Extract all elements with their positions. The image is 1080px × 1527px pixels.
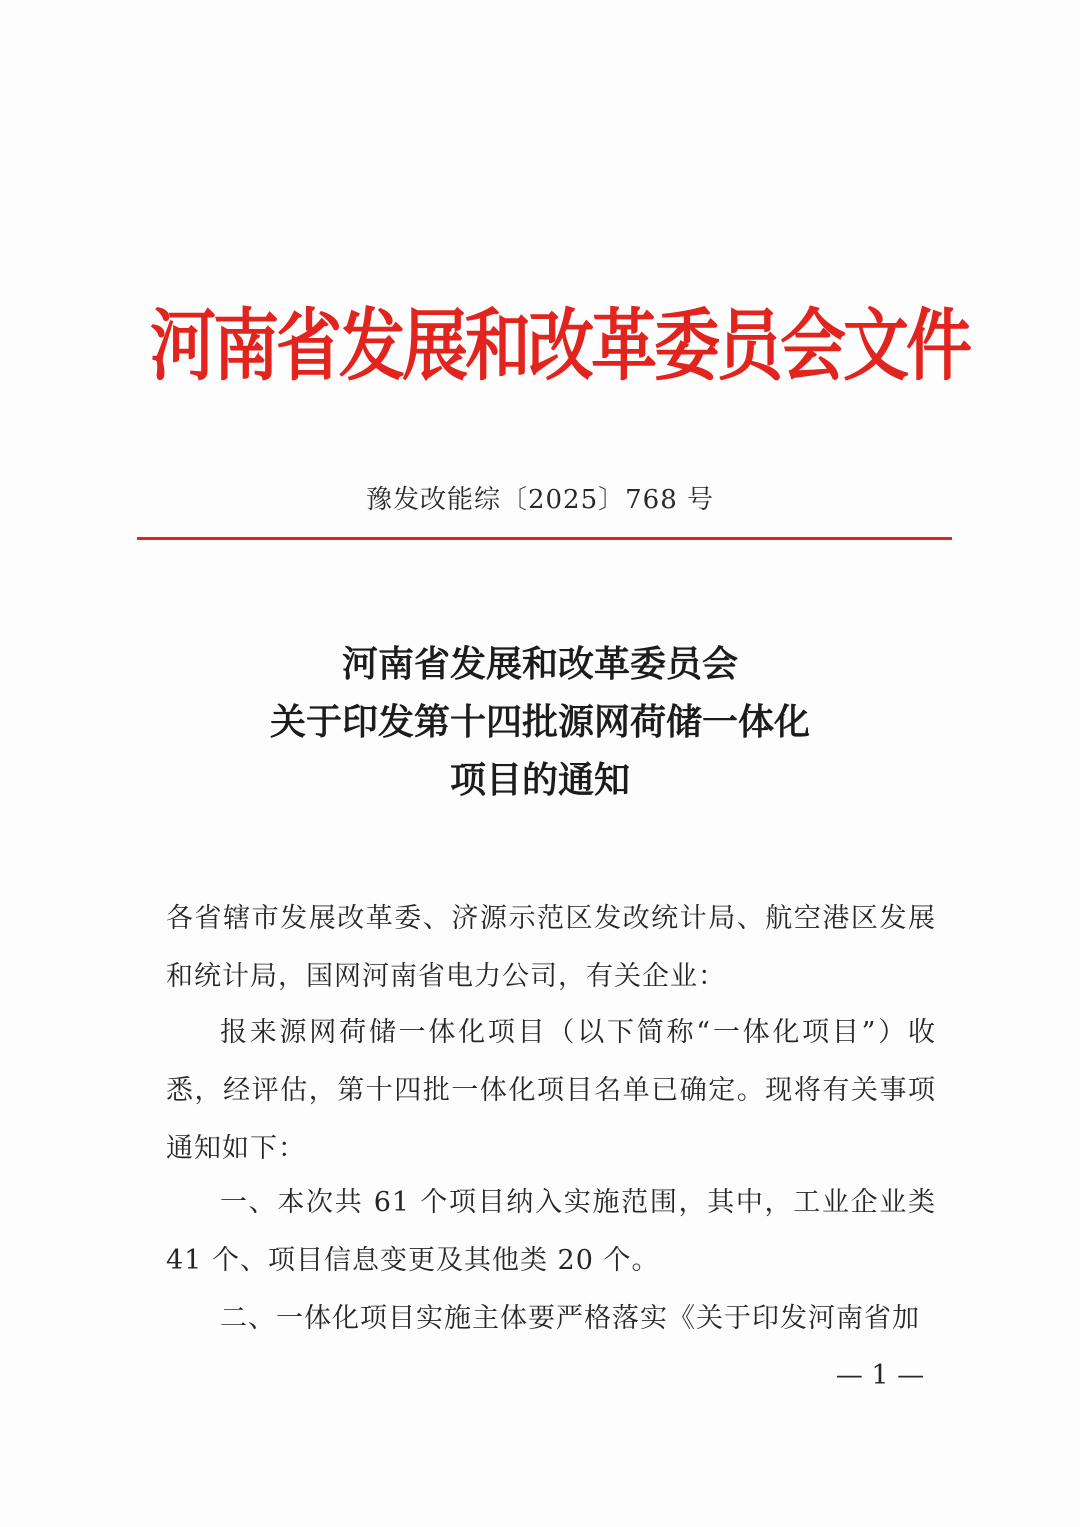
- document-title: [0, 636, 1080, 810]
- title-line-3: 项目的通知: [449, 760, 630, 801]
- recipients-line: 各省辖市发展改革委、济源示范区发改统计局、航空港区发展和统计局，国网河南省电力公司，有关企业：: [166, 903, 936, 992]
- document-number: 豫发改能综〔2025〕768 号: [365, 485, 715, 515]
- title-line-1: 河南省发展和改革委员会: [341, 644, 738, 685]
- body-paragraph-3: 二、一体化项目实施主体要严格落实《关于印发河南省加: [220, 1303, 920, 1334]
- title-line-2: 关于印发第十四批源网荷储一体化: [269, 702, 810, 743]
- page-number: — 1 —: [835, 1360, 925, 1391]
- red-divider-line: [137, 537, 952, 540]
- body-paragraph-1: 报来源网荷储一体化项目（以下简称“一体化项目”）收悉，经评估，第十四批一体化项目名单已确定。现将有关事项通知如下：: [166, 1017, 936, 1164]
- document-masthead: 河南省发展和改革委员会文件: [150, 300, 969, 392]
- body-paragraph-2: 一、本次共 61 个项目纳入实施范围，其中，工业企业类 41 个、项目信息变更及其他类 20 个。: [166, 1187, 936, 1276]
